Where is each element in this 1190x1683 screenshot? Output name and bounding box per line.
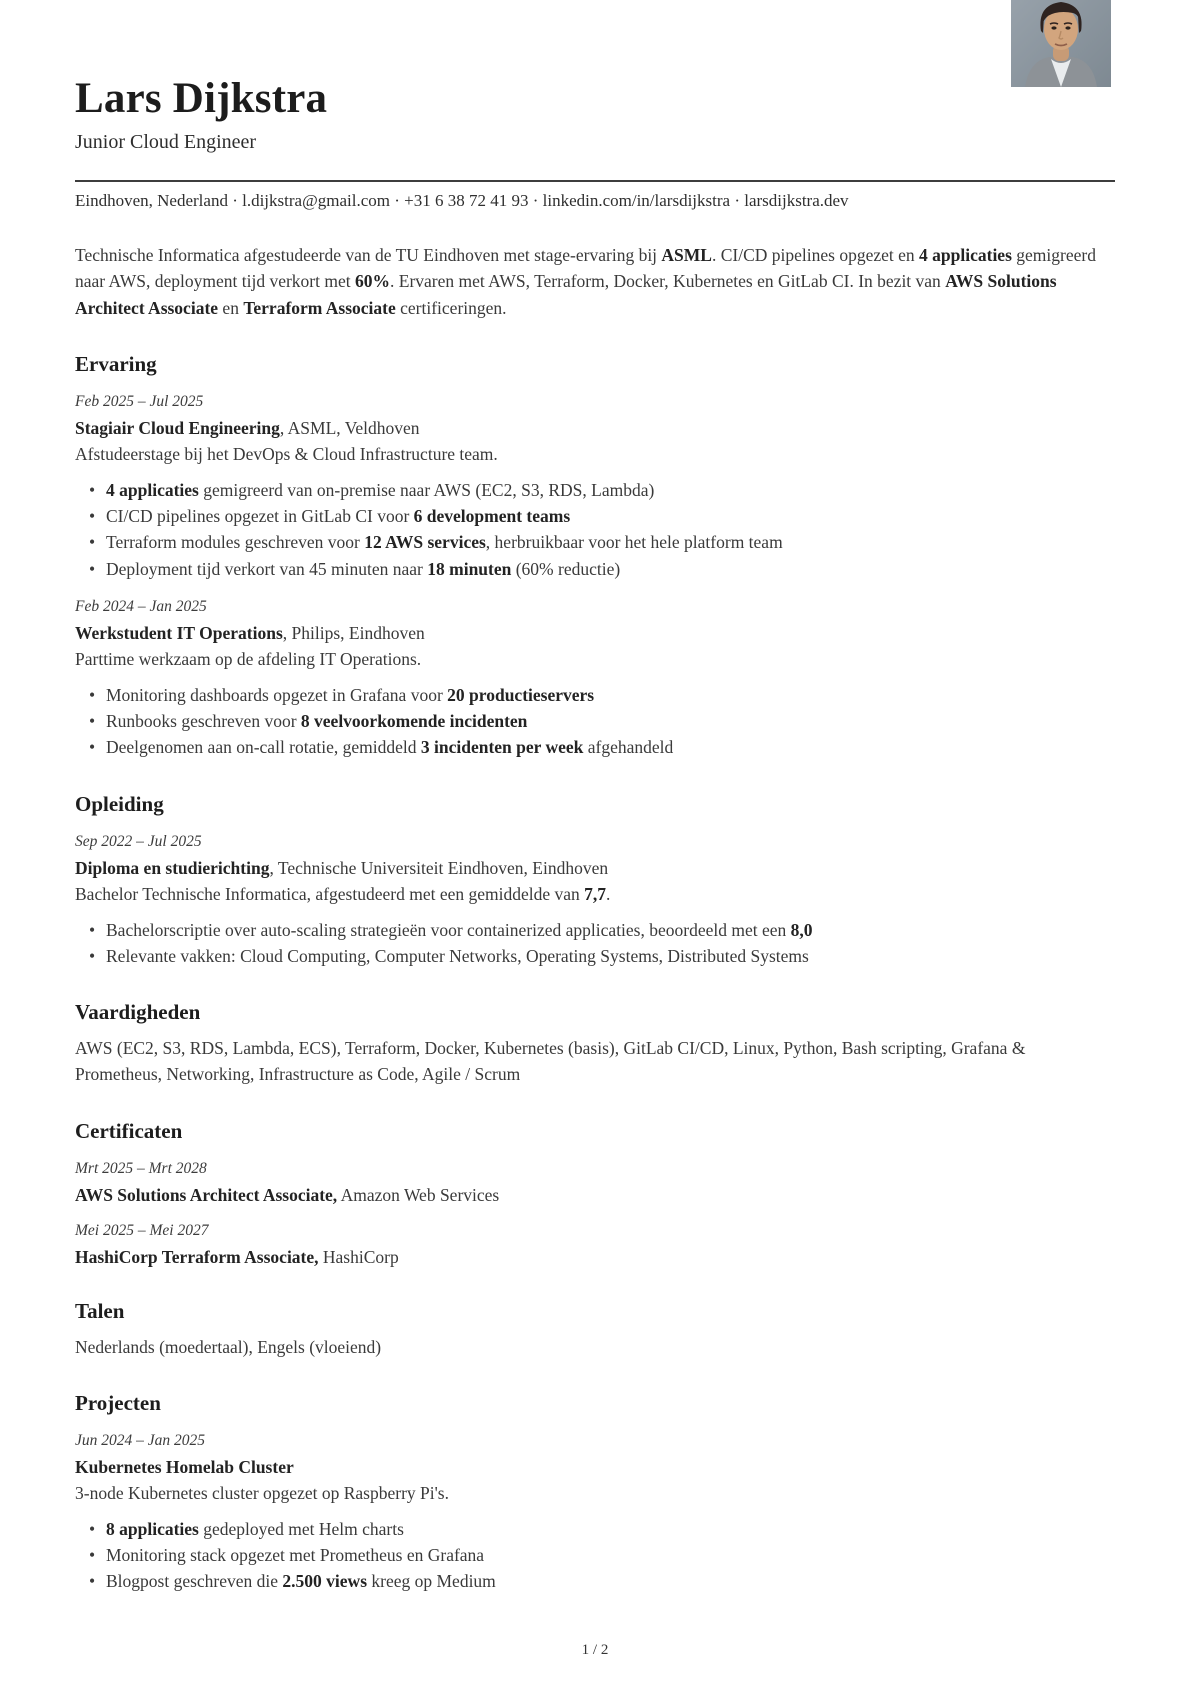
job-bullet: • Terraform modules geschreven voor 12 AWS services, herbruikbaar voor het hele platform team — [89, 529, 1115, 555]
job-bullet: • Runbooks geschreven voor 8 veelvoorkomende incidenten — [89, 708, 1115, 734]
education-bullet-list — [89, 917, 1115, 970]
certificate-period: Mei 2025 – Mei 2027 — [75, 1221, 209, 1239]
project-description: 3-node Kubernetes cluster opgezet op Raspberry Pi's. — [75, 1482, 449, 1503]
certificate-title-line: AWS Solutions Architect Associate, Amazon Web Services — [75, 1184, 500, 1205]
project-bullet: • Blogpost geschreven die 2.500 views kreeg op Medium — [89, 1568, 1115, 1594]
section-heading-talen: Talen — [75, 1298, 125, 1323]
certificate-entry — [75, 1222, 1115, 1268]
section-talen — [75, 1299, 1115, 1360]
job-period: Feb 2024 – Jan 2025 — [75, 597, 207, 615]
section-opleiding — [75, 792, 1115, 970]
section-certificaten — [75, 1119, 1115, 1268]
section-heading-projecten: Projecten — [75, 1390, 161, 1415]
project-bullet: • Monitoring stack opgezet met Prometheus en Grafana — [89, 1542, 1115, 1568]
summary-paragraph: Technische Informatica afgestudeerde van de TU Eindhoven met stage-ervaring bij ASML. CI/CD pipelines opgezet en 4 applicaties gemigreerd naar AWS, deployment tijd verkort met 60%. Ervaren met AWS, Terraform, Docker, Kubernetes en GitLab CI. In bezit van AWS Solutions Architect Associate en Terraform Associate certificeringen. — [75, 245, 1096, 318]
profile-photo — [1011, 0, 1111, 87]
certificate-entry — [75, 1160, 1115, 1206]
section-heading-ervaring: Ervaring — [75, 351, 157, 376]
project-title-line: Kubernetes Homelab Cluster — [75, 1456, 294, 1477]
project-entry — [75, 1432, 1115, 1595]
job-period: Feb 2025 – Jul 2025 — [75, 392, 204, 410]
section-heading-vaardigheden: Vaardigheden — [75, 1000, 201, 1025]
section-ervaring — [75, 352, 1115, 761]
job-bullet: • Deelgenomen aan on-call rotatie, gemiddeld 3 incidenten per week afgehandeld — [89, 734, 1115, 760]
portrait-illustration — [1011, 0, 1111, 87]
person-job-title: Junior Cloud Engineer — [75, 131, 257, 154]
section-heading-opleiding: Opleiding — [75, 791, 164, 816]
section-vaardigheden — [75, 1000, 1115, 1088]
job-bullet: • CI/CD pipelines opgezet in GitLab CI voor 6 development teams — [89, 503, 1115, 529]
education-description: Bachelor Technische Informatica, afgestudeerd met een gemiddelde van 7,7. — [75, 883, 611, 904]
education-bullet: • Relevante vakken: Cloud Computing, Computer Networks, Operating Systems, Distributed Systems — [89, 943, 1115, 969]
job-bullet: • Deployment tijd verkort van 45 minuten naar 18 minuten (60% reductie) — [89, 556, 1115, 582]
certificate-title-line: HashiCorp Terraform Associate, HashiCorp — [75, 1246, 399, 1267]
education-title-line: Diploma en studierichting, Technische Universiteit Eindhoven, Eindhoven — [75, 857, 609, 878]
job-description: Afstudeerstage bij het DevOps & Cloud Infrastructure team. — [75, 443, 498, 464]
job-entry — [75, 393, 1115, 582]
skills-text: AWS (EC2, S3, RDS, Lambda, ECS), Terraform, Docker, Kubernetes (basis), GitLab CI/CD, Linux, Python, Bash scripting, Grafana & Prometheus, Networking, Infrastructure as Code, Agile / Scrum — [75, 1038, 1026, 1085]
job-bullet-list — [89, 477, 1115, 582]
project-bullet-list — [89, 1516, 1115, 1595]
job-title-line: Stagiair Cloud Engineering, ASML, Veldhoven — [75, 417, 420, 438]
project-period: Jun 2024 – Jan 2025 — [75, 1431, 206, 1449]
education-period: Sep 2022 – Jul 2025 — [75, 832, 202, 850]
certificate-period: Mrt 2025 – Mrt 2028 — [75, 1159, 207, 1177]
section-projecten — [75, 1391, 1115, 1595]
job-entry — [75, 598, 1115, 761]
education-bullet: • Bachelorscriptie over auto-scaling strategieën voor containerized applicaties, beoordeeld met een 8,0 — [89, 917, 1115, 943]
job-bullet: • 4 applicaties gemigreerd van on-premise naar AWS (EC2, S3, RDS, Lambda) — [89, 477, 1115, 503]
languages-text: Nederlands (moedertaal), Engels (vloeiend) — [75, 1336, 382, 1357]
page-indicator: 1 / 2 — [581, 1642, 609, 1658]
section-heading-certificaten: Certificaten — [75, 1118, 183, 1143]
job-bullet: • Monitoring dashboards opgezet in Grafana voor 20 productieservers — [89, 682, 1115, 708]
education-entry — [75, 833, 1115, 970]
job-description: Parttime werkzaam op de afdeling IT Operations. — [75, 648, 422, 669]
contact-line: Eindhoven, Nederland · l.dijkstra@gmail.com · +31 6 38 72 41 93 · linkedin.com/in/larsdijkstra · larsdijkstra.dev — [75, 191, 849, 211]
header-divider — [75, 180, 1115, 182]
person-name: Lars Dijkstra — [75, 75, 328, 122]
job-bullet-list — [89, 682, 1115, 761]
header — [75, 0, 1115, 154]
job-title-line: Werkstudent IT Operations, Philips, Eindhoven — [75, 622, 425, 643]
project-bullet: • 8 applicaties gedeployed met Helm charts — [89, 1516, 1115, 1542]
